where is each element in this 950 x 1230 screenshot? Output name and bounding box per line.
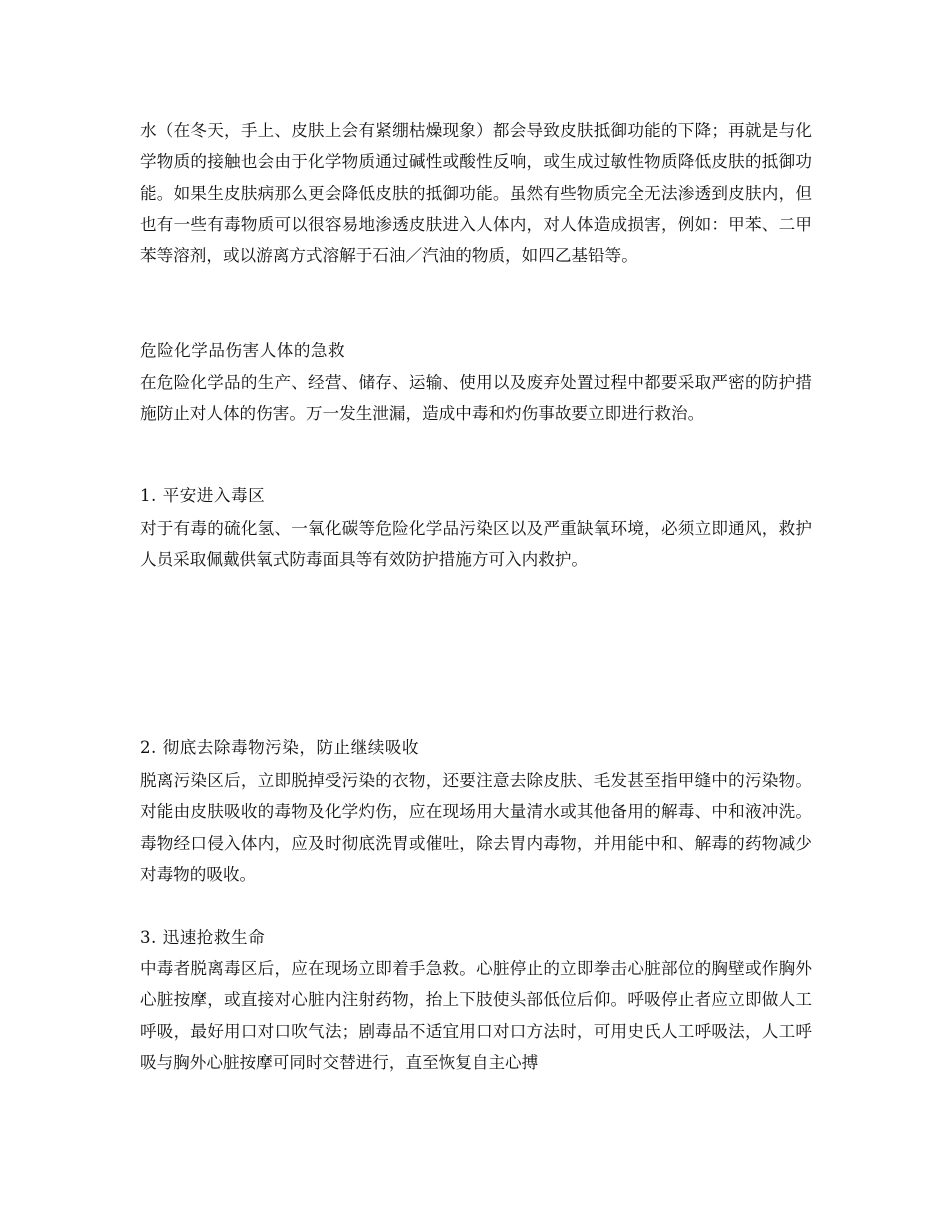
list-item-body-2: 脱离污染区后，立即脱掉受污染的衣物，还要注意去除皮肤、毛发甚至指甲缝中的污染物。对能由皮肤吸收的毒物及化学灼伤，应在现场用大量清水或其他备用的解毒、中和液冲洗。毒物经口侵入体内，应及时彻底洗胃或催吐，除去胃内毒物，并用能中和、解毒的药物减少对毒物的吸收。 [140,771,812,884]
list-item-body-3: 中毒者脱离毒区后，应在现场立即着手急救。心脏停止的立即拳击心脏部位的胸壁或作胸外心脏按摩，或直接对心脏内注射药物，抬上下肢使头部低位后仰。呼吸停止者应立即做人工呼吸，最好用口对口吹气法；剧毒品不适宜用口对口方法时，可用史氏人工呼吸法，人工呼吸与胸外心脏按摩可同时交替进行，直至恢复自主心搏 [140,959,812,1072]
list-item-heading-2: 2. 彻底去除毒物污染，防止继续吸收 [140,738,420,757]
list-item-body-1: 对于有毒的硫化氢、一氧化碳等危险化学品污染区以及严重缺氧环境，必须立即通风，救护人员采取佩戴供氧式防毒面具等有效防护措施方可入内救护。 [140,519,812,570]
list-item-heading-1: 1. 平安进入毒区 [140,486,266,505]
paragraph-first-aid-intro: 在危险化学品的生产、经营、储存、运输、使用以及废弃处置过程中都要采取严密的防护措施防止对人体的伤害。万一发生泄漏，造成中毒和灼伤事故要立即进行救治。 [140,373,812,424]
list-item-heading-3: 3. 迅速抢救生命 [140,928,266,947]
section-heading-first-aid: 危险化学品伤害人体的急救 [140,341,346,360]
paragraph-skin-defense: 水（在冬天，手上、皮肤上会有紧绷枯燥现象）都会导致皮肤抵御功能的下降；再就是与化学物质的接触也会由于化学物质通过碱性或酸性反响，或生成过敏性物质降低皮肤的抵御功能。如果生皮肤病那么更会降低皮肤的抵御功能。虽然有些物质完全无法渗透到皮肤内，但也有一些有毒物质可以很容易地渗透皮肤进入人体内，对人体造成损害，例如：甲苯、二甲苯等溶剂，或以游离方式溶解于石油／汽油的物质，如四乙基铅等。 [140,121,812,266]
